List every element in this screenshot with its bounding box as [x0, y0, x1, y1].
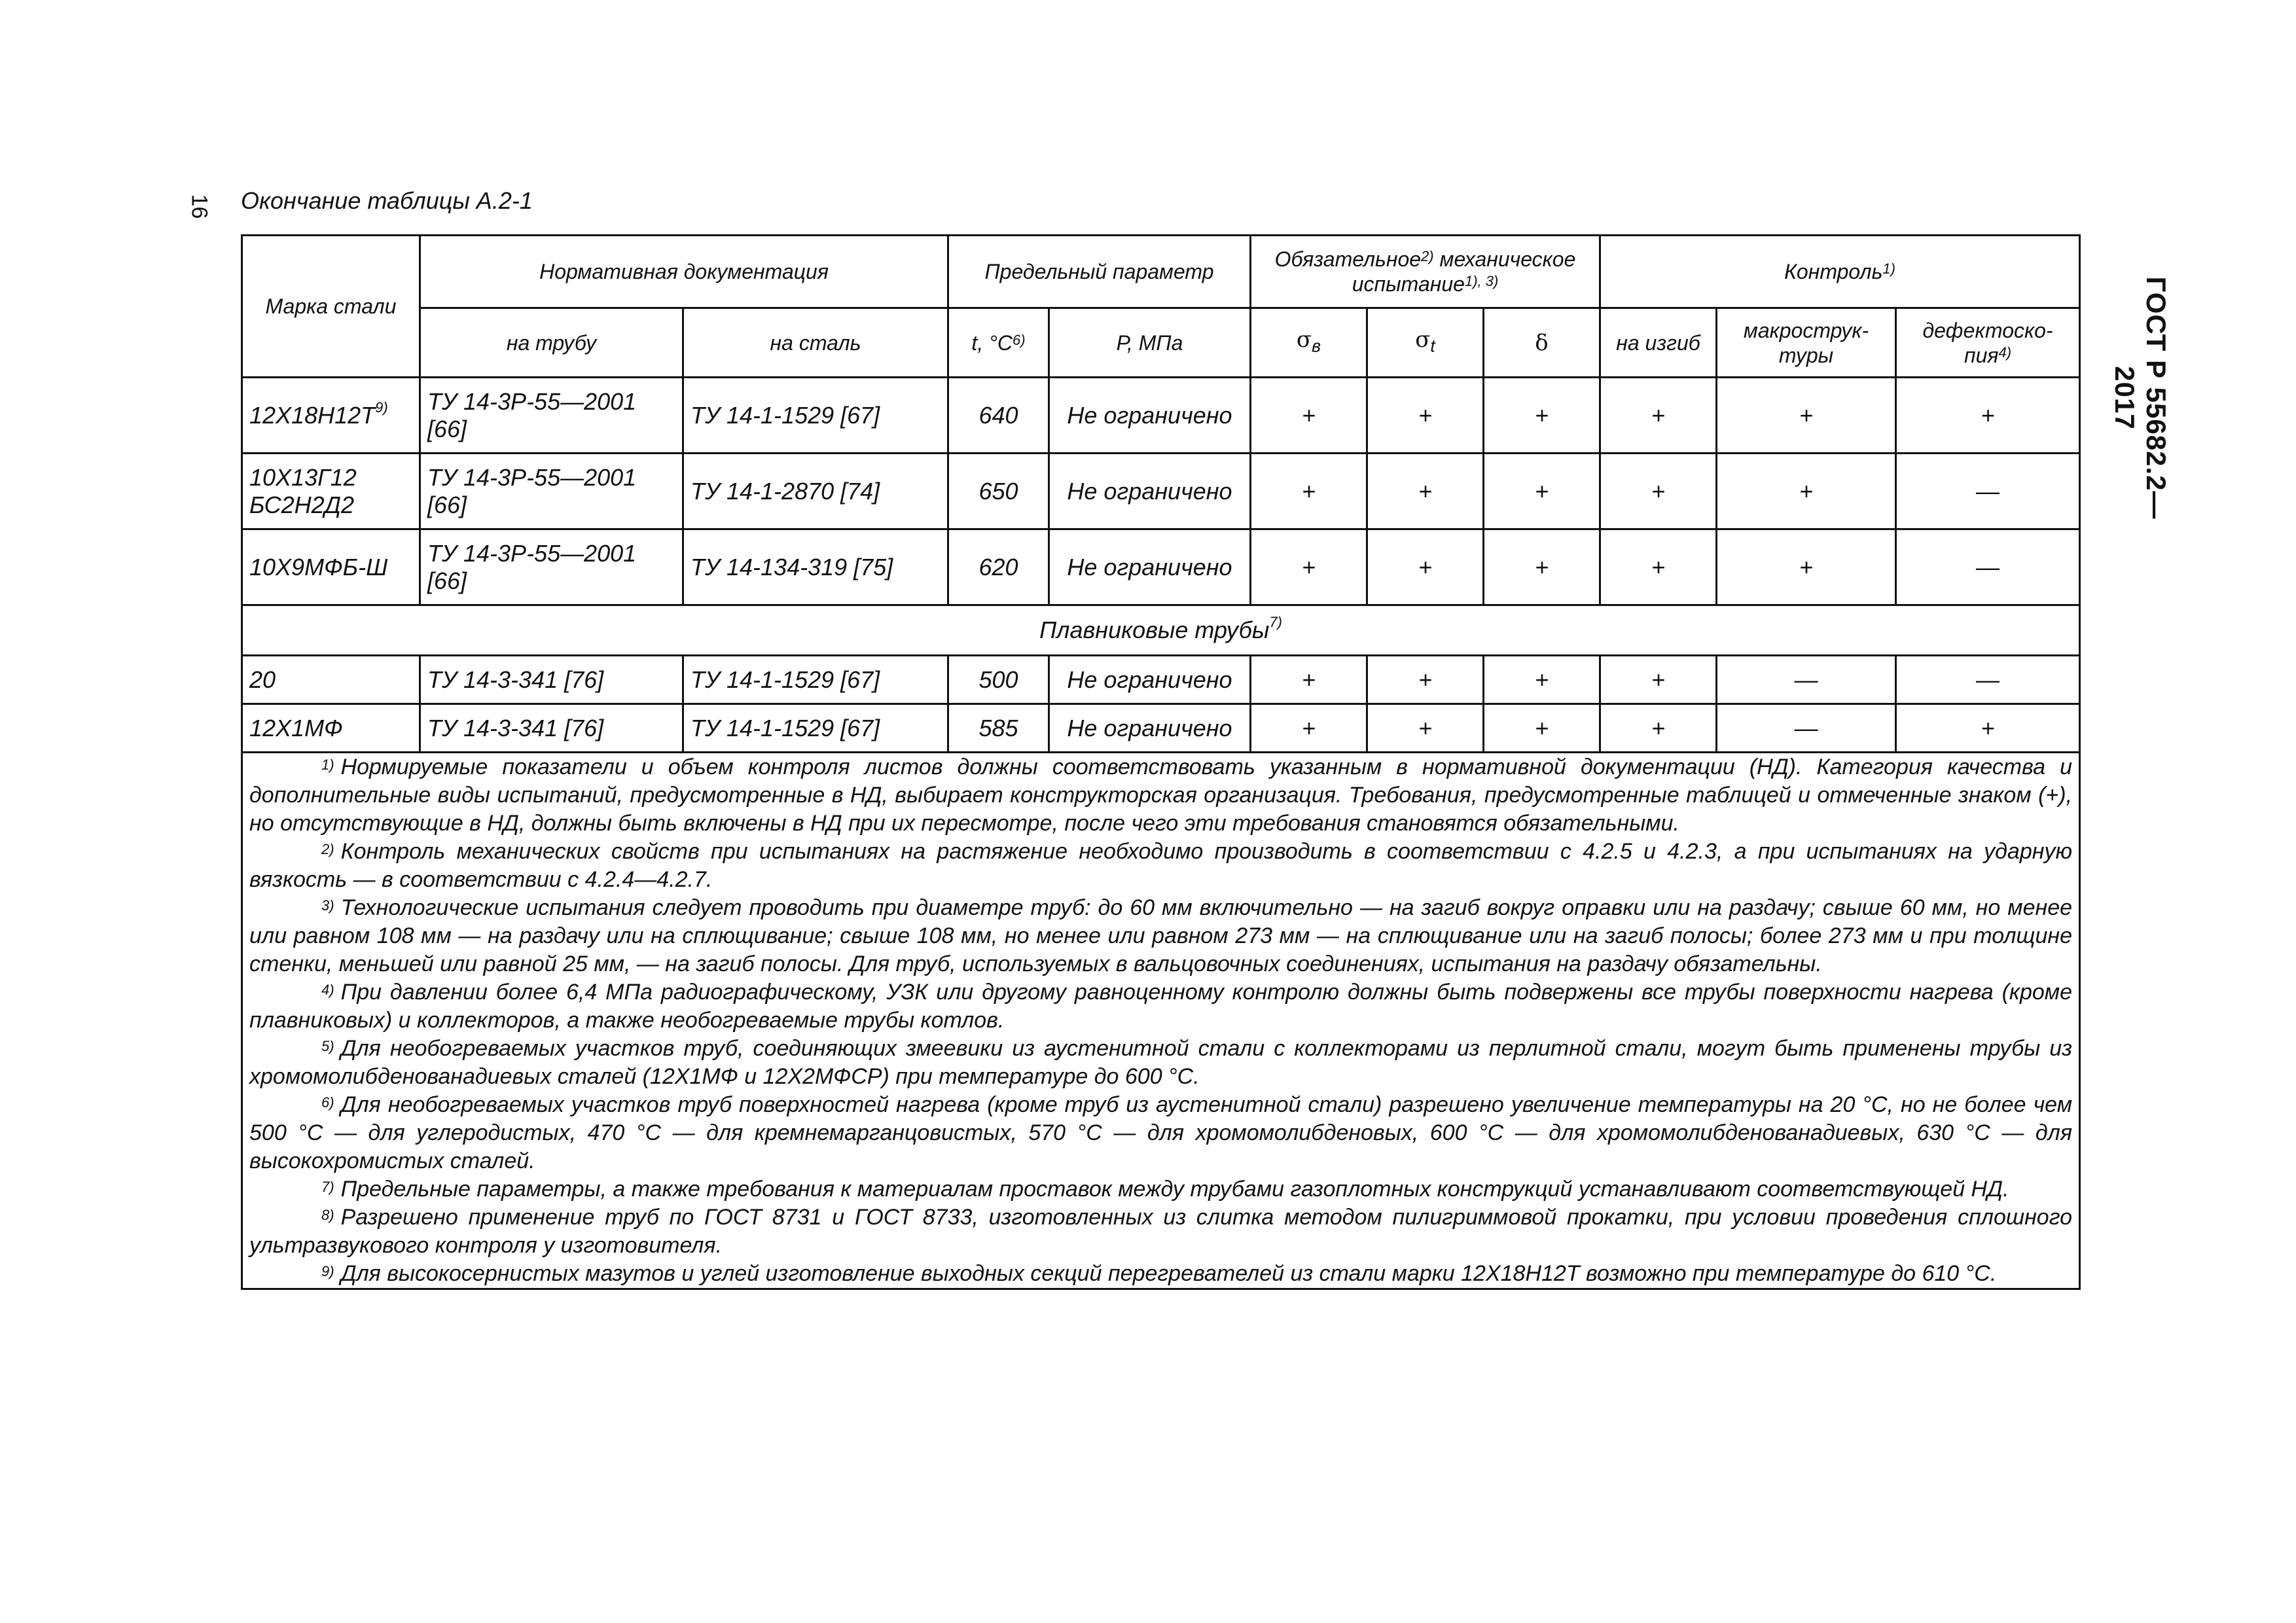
cell-delta: +: [1484, 529, 1600, 605]
page-number: 16: [187, 194, 212, 219]
cell-sigma-b: +: [1251, 656, 1367, 704]
cell-pressure: Не ограничено: [1049, 529, 1251, 605]
cell-delta: +: [1484, 704, 1600, 753]
header-mech-test: Обязательное$^{2)}$ механическое испытание$^{1), 3)}$: [1251, 236, 1600, 308]
cell-temp: 500: [948, 656, 1049, 704]
cell-grade: 20: [242, 656, 420, 704]
header-for-steel: на сталь: [683, 308, 948, 378]
footnote: $^{4)}$ При давлении более 6,4 МПа радиографическому, УЗК или другому равноценному контролю должны быть подвержены все трубы поверхности нагрева (кроме плавниковых) и коллекторов, а также необогреваемые трубы котлов.: [249, 980, 2073, 1033]
cell-pressure: Не ограничено: [1049, 704, 1251, 753]
cell-pressure: Не ограничено: [1049, 656, 1251, 704]
cell-steel-doc: ТУ 14-134-319 [75]: [683, 529, 948, 605]
cell-temp: 640: [948, 378, 1049, 454]
cell-macro: +: [1717, 378, 1896, 454]
cell-pipe-doc: ТУ 14-3-341 [76]: [420, 704, 683, 753]
cell-steel-doc: ТУ 14-1-2870 [74]: [683, 454, 948, 529]
notes-row: [242, 753, 2080, 1289]
cell-bend: +: [1600, 454, 1717, 529]
cell-sigma-t: +: [1367, 529, 1484, 605]
footnote: $^{9)}$ Для высокосернистых мазутов и углей изготовление выходных секций перегревателей из стали марки 12Х18Н12Т возможно при температуре до 610 °С.: [321, 1261, 1997, 1286]
cell-macro: +: [1717, 529, 1896, 605]
cell-sigma-b: +: [1251, 529, 1367, 605]
footnote: $^{7)}$ Предельные параметры, а также требования к материалам проставок между трубами газоплотных конструкций устанавливают соответствующей НД.: [321, 1177, 2009, 1202]
section-row: [242, 605, 2080, 656]
cell-grade: 10Х13Г12 БС2Н2Д2: [242, 454, 420, 529]
cell-sigma-t: +: [1367, 454, 1484, 529]
footnotes: [242, 753, 2080, 1289]
footnote: $^{5)}$ Для необогреваемых участков труб, соединяющих змеевики из аустенитной стали с коллекторами из перлитной стали, могут быть применены трубы из хромомолибденованадиевых сталей (12Х1МФ и 12Х2МФСР) при температуре до 600 °С.: [249, 1036, 2073, 1089]
cell-delta: +: [1484, 656, 1600, 704]
footnote: $^{6)}$ Для необогреваемых участков труб поверхностей нагрева (кроме труб из аустенитной стали) разрешено увеличение температуры на 20 °С, но не более чем 500 °С — для углеродистых, 470 °С — для кремнемарганцовистых, 570 °С — для хромомолибденовых, 600 °С — для хромомолибденованадиевых, 630 °С — для высокохромистых сталей.: [249, 1092, 2073, 1173]
footnote: $^{3)}$ Технологические испытания следует проводить при диаметре труб: до 60 мм включительно — на загиб вокруг оправки или на раздачу; свыше 60 мм, но менее или равном 108 мм — на раздачу или на сплющивание; свыше 108 мм, но менее или равном 273 мм — на сплющивание или на загиб полосы; более 273 мм и при толщине стенки, меньшей или равной 25 мм, — на загиб полосы. Для труб, используемых в вальцовочных соединениях, испытания на раздачу обязательны.: [249, 895, 2073, 976]
footnote: $^{2)}$ Контроль механических свойств при испытаниях на растяжение необходимо производить в соответствии с 4.2.5 и 4.2.3, а при испытаниях на ударную вязкость — в соответствии с 4.2.4—4.2.7.: [249, 839, 2073, 892]
table-caption: Окончание таблицы А.2-1: [241, 187, 533, 214]
cell-temp: 585: [948, 704, 1049, 753]
cell-sigma-t: +: [1367, 704, 1484, 753]
footnote: $^{8)}$ Разрешено применение труб по ГОСТ 8731 и ГОСТ 8733, изготовленных из слитка методом пилигриммовой прокатки, при условии проведения сплошного ультразвукового контроля у изготовителя.: [249, 1205, 2073, 1258]
cell-sigma-b: +: [1251, 378, 1367, 454]
header-temperature: t, $^\circ С^{6)}$: [948, 308, 1049, 378]
cell-pipe-doc: ТУ 14-3Р-55—2001 [66]: [420, 454, 683, 529]
cell-sigma-t: +: [1367, 656, 1484, 704]
cell-steel-doc: ТУ 14-1-1529 [67]: [683, 704, 948, 753]
table-row: [242, 704, 2080, 753]
cell-pipe-doc: ТУ 14-3-341 [76]: [420, 656, 683, 704]
cell-bend: +: [1600, 704, 1717, 753]
steel-table: [241, 234, 2081, 1290]
table-row: [242, 656, 2080, 704]
cell-pipe-doc: ТУ 14-3Р-55—2001 [66]: [420, 529, 683, 605]
header-limit-param: Предельный параметр: [948, 236, 1251, 308]
cell-pipe-doc: ТУ 14-3Р-55—2001 [66]: [420, 378, 683, 454]
header-steel-grade: Марка стали: [242, 236, 420, 378]
cell-steel-doc: ТУ 14-1-1529 [67]: [683, 378, 948, 454]
header-sigma-b: $\sigma_в$: [1251, 308, 1367, 378]
header-sigma-t: $\sigma_t$: [1367, 308, 1484, 378]
cell-pressure: Не ограничено: [1049, 454, 1251, 529]
cell-macro: —: [1717, 704, 1896, 753]
header-normative-docs: Нормативная документация: [420, 236, 948, 308]
table-row: [242, 529, 2080, 605]
document-code: ГОСТ Р 55682.2—2017: [2109, 276, 2172, 520]
cell-defect: +: [1896, 704, 2080, 753]
cell-defect: —: [1896, 454, 2080, 529]
table-row: [242, 378, 2080, 454]
cell-pressure: Не ограничено: [1049, 378, 1251, 454]
header-for-pipe: на трубу: [420, 308, 683, 378]
header-delta: δ: [1484, 308, 1600, 378]
footnote: $^{1)}$ Нормируемые показатели и объем контроля листов должны соответствовать указанным в нормативной документации (НД). Категория качества и дополнительные виды испытаний, предусмотренные в НД, выбирает конструкторская организация. Требования, предусмотренные таблицей и отмеченные знаком (+), но отсутствующие в НД, должны быть включены в НД при их пересмотре, после чего эти требования становятся обязательными.: [249, 755, 2073, 836]
cell-sigma-t: +: [1367, 378, 1484, 454]
cell-macro: —: [1717, 656, 1896, 704]
cell-defect: —: [1896, 656, 2080, 704]
section-title: Плавниковые трубы$^{7)}$: [242, 605, 2080, 656]
cell-macro: +: [1717, 454, 1896, 529]
header-pressure: Р, МПа: [1049, 308, 1251, 378]
cell-defect: —: [1896, 529, 2080, 605]
cell-bend: +: [1600, 529, 1717, 605]
cell-bend: +: [1600, 656, 1717, 704]
cell-grade: 12Х1МФ: [242, 704, 420, 753]
header-defecto: дефектоско-пия$^{4)}$: [1896, 308, 2080, 378]
cell-delta: +: [1484, 378, 1600, 454]
cell-delta: +: [1484, 454, 1600, 529]
cell-grade: $12Х18Н12Т^{9)}$: [242, 378, 420, 454]
header-macro: макрострук-туры: [1717, 308, 1896, 378]
cell-bend: +: [1600, 378, 1717, 454]
header-control: Контроль$^{1)}$: [1600, 236, 2080, 308]
table-row: [242, 454, 2080, 529]
cell-steel-doc: ТУ 14-1-1529 [67]: [683, 656, 948, 704]
cell-sigma-b: +: [1251, 704, 1367, 753]
cell-sigma-b: +: [1251, 454, 1367, 529]
header-bend: на изгиб: [1600, 308, 1717, 378]
cell-grade: 10Х9МФБ-Ш: [242, 529, 420, 605]
cell-temp: 620: [948, 529, 1049, 605]
cell-temp: 650: [948, 454, 1049, 529]
cell-defect: +: [1896, 378, 2080, 454]
